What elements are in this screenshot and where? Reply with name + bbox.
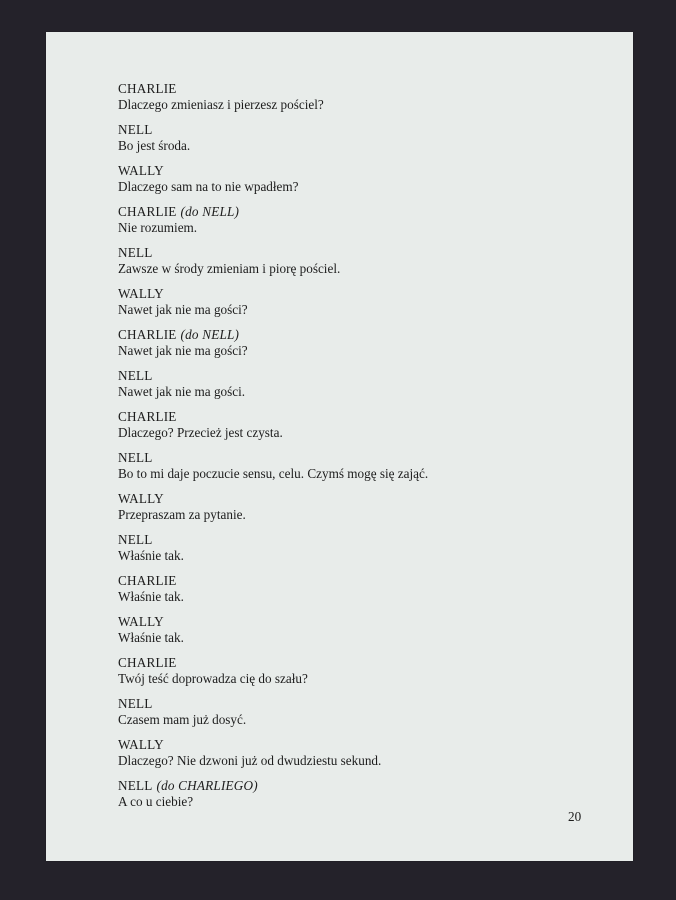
speaker-name: WALLY xyxy=(118,491,164,506)
dialogue-line: Bo jest środa. xyxy=(118,138,191,153)
dialogue-cue xyxy=(118,163,588,195)
dialogue-cue xyxy=(118,245,588,277)
stage-direction: (do NELL) xyxy=(180,204,240,219)
dialogue-line: Właśnie tak. xyxy=(118,630,184,645)
speaker-heading xyxy=(118,737,588,753)
dialogue-line: Bo to mi daje poczucie sensu, celu. Czymś mogę się zająć. xyxy=(118,466,429,481)
speaker-name: NELL xyxy=(118,532,153,547)
speaker-heading xyxy=(118,409,588,425)
speaker-heading xyxy=(118,204,588,220)
speaker-heading xyxy=(118,655,588,671)
stage-direction: (do CHARLIEGO) xyxy=(156,778,258,793)
speaker-name: CHARLIE xyxy=(118,655,177,670)
dialogue-cue xyxy=(118,450,588,482)
dialogue-cue xyxy=(118,655,588,687)
speaker-name: WALLY xyxy=(118,737,164,752)
speaker-name: NELL xyxy=(118,245,153,260)
speaker-name: NELL xyxy=(118,450,153,465)
dialogue-cue xyxy=(118,696,588,728)
dialogue-line: Właśnie tak. xyxy=(118,589,184,604)
dialogue-line: Nawet jak nie ma gości. xyxy=(118,384,246,399)
dialogue-cue xyxy=(118,532,588,564)
dialogue-line: Właśnie tak. xyxy=(118,548,184,563)
dialogue-line: Dlaczego? Przecież jest czysta. xyxy=(118,425,283,440)
speaker-name: CHARLIE xyxy=(118,204,177,219)
speaker-heading xyxy=(118,286,588,302)
dialogue-line: Dlaczego sam na to nie wpadłem? xyxy=(118,179,299,194)
speaker-name: CHARLIE xyxy=(118,81,177,96)
script-page xyxy=(46,32,633,861)
speaker-heading xyxy=(118,532,588,548)
dialogue-line: Nie rozumiem. xyxy=(118,220,198,235)
dialogue-line: Przepraszam za pytanie. xyxy=(118,507,246,522)
speaker-heading xyxy=(118,245,588,261)
speaker-heading xyxy=(118,81,588,97)
dialogue-line: Twój teść doprowadza cię do szału? xyxy=(118,671,308,686)
speaker-name: CHARLIE xyxy=(118,409,177,424)
speaker-heading xyxy=(118,778,588,794)
speaker-name: NELL xyxy=(118,778,153,793)
dialogue-cue xyxy=(118,573,588,605)
dialogue-line: Czasem mam już dosyć. xyxy=(118,712,247,727)
dialogue-cue xyxy=(118,614,588,646)
speaker-heading xyxy=(118,368,588,384)
dialogue-cue xyxy=(118,286,588,318)
page-number: 20 xyxy=(568,809,582,824)
speaker-heading xyxy=(118,573,588,589)
dialogue-line: Nawet jak nie ma gości? xyxy=(118,343,248,358)
speaker-name: NELL xyxy=(118,122,153,137)
dialogue-cue xyxy=(118,737,588,769)
speaker-name: NELL xyxy=(118,696,153,711)
dialogue-cue xyxy=(118,491,588,523)
speaker-name: CHARLIE xyxy=(118,573,177,588)
dialogue-line: Nawet jak nie ma gości? xyxy=(118,302,248,317)
speaker-name: WALLY xyxy=(118,163,164,178)
dialogue-line: A co u ciebie? xyxy=(118,794,194,809)
speaker-heading xyxy=(118,696,588,712)
speaker-heading xyxy=(118,122,588,138)
speaker-name: NELL xyxy=(118,368,153,383)
dialogue-cue xyxy=(118,409,588,441)
dialogue-line: Dlaczego? Nie dzwoni już od dwudziestu sekund. xyxy=(118,753,382,768)
speaker-name: WALLY xyxy=(118,614,164,629)
speaker-heading xyxy=(118,614,588,630)
dialogue-cue xyxy=(118,204,588,236)
speaker-heading xyxy=(118,327,588,343)
dialogue-list xyxy=(118,81,588,819)
speaker-heading xyxy=(118,450,588,466)
speaker-name: WALLY xyxy=(118,286,164,301)
dialogue-cue xyxy=(118,778,588,810)
dialogue-cue xyxy=(118,327,588,359)
dialogue-line: Dlaczego zmieniasz i pierzesz pościel? xyxy=(118,97,324,112)
dialogue-cue xyxy=(118,122,588,154)
speaker-heading xyxy=(118,163,588,179)
speaker-heading xyxy=(118,491,588,507)
dialogue-line: Zawsze w środy zmieniam i piorę pościel. xyxy=(118,261,341,276)
stage-direction: (do NELL) xyxy=(180,327,240,342)
speaker-name: CHARLIE xyxy=(118,327,177,342)
dialogue-cue xyxy=(118,81,588,113)
dialogue-cue xyxy=(118,368,588,400)
